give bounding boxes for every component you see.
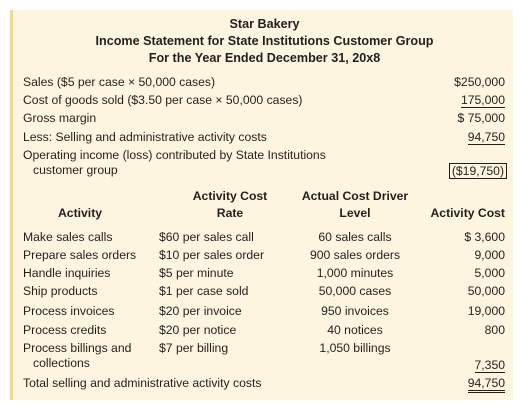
row-activity: Process credits [23, 323, 107, 337]
row-rate: $20 per notice [159, 323, 237, 337]
selling-admin-label: Less: Selling and administrative activity costs [23, 130, 267, 144]
row-rate: $60 per sales call [159, 230, 254, 244]
income-statement-panel [10, 10, 513, 400]
row-level: 60 sales calls [318, 230, 392, 244]
total-label: Total selling and administrative activity costs [23, 376, 262, 390]
col-cost-header: Activity Cost [430, 206, 505, 220]
cogs-label: Cost of goods sold ($3.50 per case × 50,000 cases) [23, 93, 303, 107]
row-activity: Ship products [23, 284, 98, 298]
row-rate: $5 per minute [159, 266, 234, 280]
total-amount: 94,750 [468, 376, 505, 393]
col-driver-header-1: Actual Cost Driver [301, 189, 409, 203]
gross-margin-label: Gross margin [23, 111, 97, 125]
row-level: 950 invoices [321, 304, 389, 318]
row-level: 900 sales orders [309, 248, 401, 262]
row-rate: $20 per invoice [159, 304, 242, 318]
selling-admin-amount: 94,750 [467, 130, 505, 144]
row-cost: 50,000 [467, 284, 505, 298]
sales-amount: $250,000 [454, 75, 505, 89]
row-cost: 9,000 [474, 248, 505, 262]
row-activity: Process invoices [23, 304, 115, 318]
row-cost: 7,350 [474, 358, 505, 372]
company-name: Star Bakery [229, 17, 300, 31]
col-activity-header: Activity [58, 206, 103, 220]
operating-income-amount: ($19,750) [449, 163, 507, 179]
row-activity-cont: collections [33, 356, 90, 370]
col-rate-header-1: Activity Cost [192, 189, 268, 203]
col-rate-header-2: Rate [216, 206, 244, 220]
row-level: 1,000 minutes [316, 266, 394, 280]
row-activity: Handle inquiries [23, 266, 111, 280]
row-activity: Make sales calls [23, 230, 113, 244]
row-activity: Prepare sales orders [23, 248, 137, 262]
statement-title: Income Statement for State Institutions Customer Group [95, 34, 434, 48]
row-level: 50,000 cases [318, 284, 392, 298]
cogs-amount: 175,000 [460, 93, 505, 107]
row-cost: 19,000 [467, 304, 505, 318]
row-rate: $7 per billing [159, 341, 229, 355]
row-level: 1,050 billings [319, 341, 391, 355]
row-rate: $1 per case sold [159, 284, 249, 298]
row-cost: $ 3,600 [464, 230, 505, 244]
row-cost: 800 [484, 323, 505, 337]
gross-margin-amount: $ 75,000 [457, 111, 505, 125]
col-driver-header-2: Level [339, 206, 371, 220]
sales-label: Sales ($5 per case × 50,000 cases) [23, 75, 216, 89]
row-level: 40 notices [327, 323, 383, 337]
operating-income-label-cont: customer group [33, 163, 118, 177]
statement-period: For the Year Ended December 31, 20x8 [148, 51, 381, 65]
row-rate: $10 per sales order [159, 248, 265, 262]
row-activity: Process billings and [23, 341, 132, 355]
operating-income-label: Operating income (loss) contributed by State Institutions [23, 148, 326, 162]
row-cost: 5,000 [474, 266, 505, 280]
